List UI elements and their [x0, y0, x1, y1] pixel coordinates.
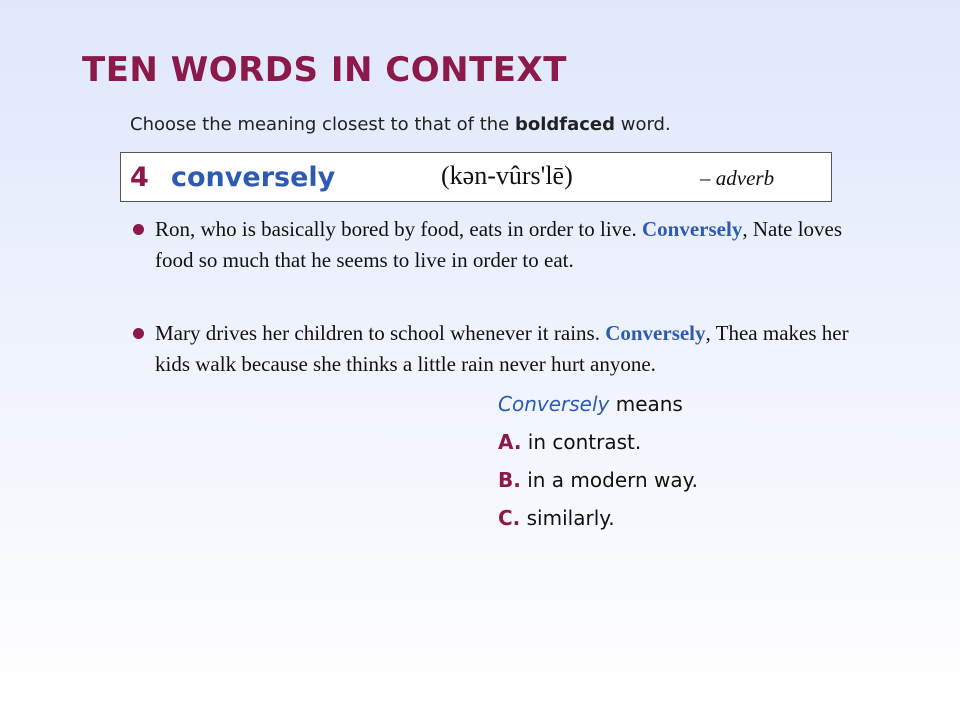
question-word: Conversely [498, 392, 610, 416]
example-1-before: Ron, who is basically bored by food, eats in order to live. [155, 217, 642, 241]
word-entry-box [120, 152, 832, 202]
page-title: TEN WORDS IN CONTEXT [82, 50, 567, 90]
instruction-after: word. [615, 114, 671, 135]
instruction-text [130, 114, 671, 135]
example-1-keyword: Conversely [642, 217, 743, 241]
part-of-speech: – adverb [700, 166, 775, 190]
vocabulary-word: conversely [171, 162, 336, 193]
option-text: similarly. [520, 506, 615, 530]
answer-option-b[interactable] [498, 465, 698, 503]
bullet-icon [133, 224, 144, 235]
example-sentence-2 [155, 318, 875, 380]
pronunciation: (kən-vûrs'lē) [441, 161, 573, 190]
answer-option-a[interactable] [498, 427, 698, 465]
question-block [498, 389, 698, 541]
instruction-bold: boldfaced [514, 114, 616, 135]
example-sentence-1 [155, 214, 875, 276]
bullet-icon [133, 328, 144, 339]
example-2-before: Mary drives her children to school whenever it rains. [155, 321, 606, 345]
option-letter: A. [498, 430, 522, 454]
example-2-after: , Thea makes her kids walk because she thinks a little rain never hurt anyone. [155, 321, 849, 376]
question-suffix: means [609, 392, 683, 416]
option-letter: B. [498, 468, 521, 492]
question-prompt [498, 389, 698, 427]
option-letter: C. [498, 506, 521, 530]
example-1-after: , Nate loves food so much that he seems to live in order to eat. [155, 217, 843, 272]
instruction-before: Choose the meaning closest to that of the [130, 114, 515, 135]
word-number: 4 [130, 162, 149, 193]
example-2-keyword: Conversely [605, 321, 706, 345]
option-text: in contrast. [521, 430, 642, 454]
answer-option-c[interactable] [498, 503, 698, 541]
option-text: in a modern way. [520, 468, 698, 492]
